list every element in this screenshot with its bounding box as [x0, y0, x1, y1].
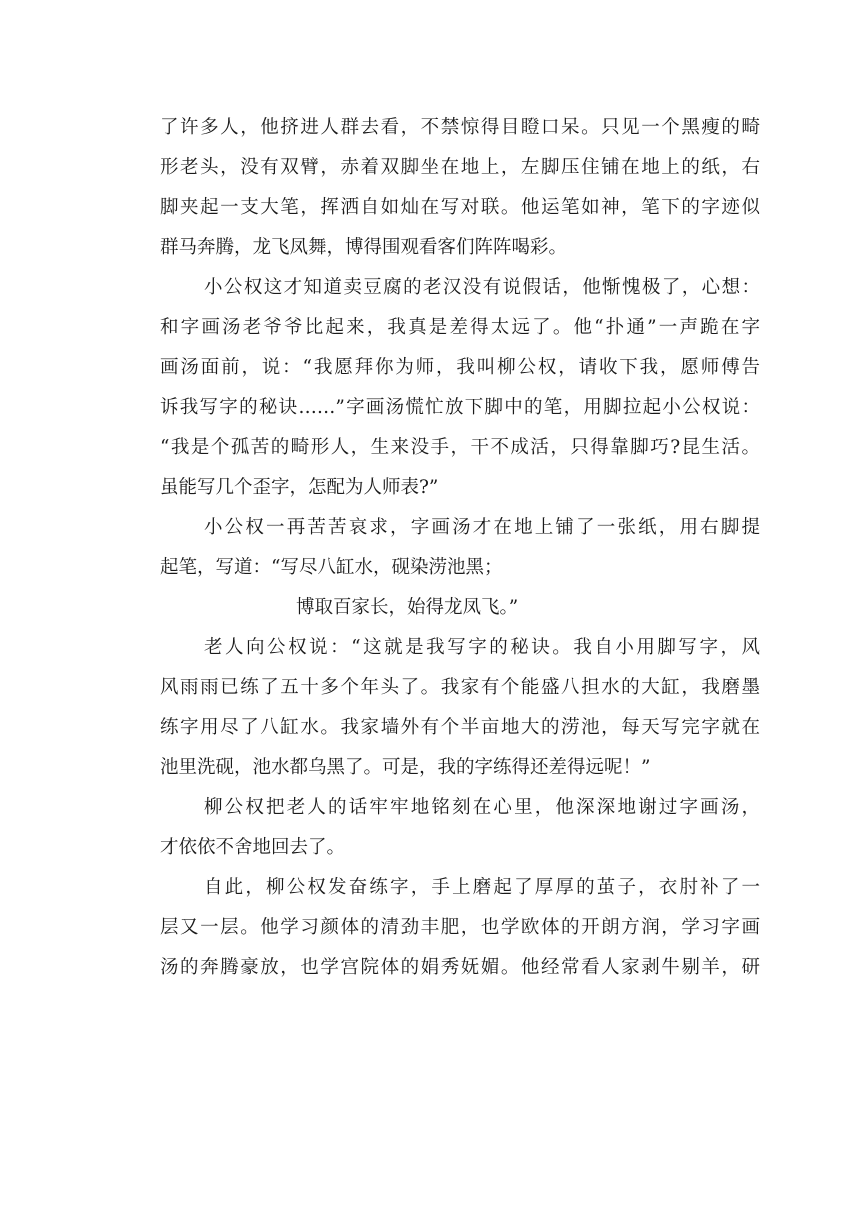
text-line: 形老头，没有双臂，赤着双脚坐在地上，左脚压住铺在地上的纸，右: [160, 157, 760, 178]
text-line: 诉我写字的秘诀……”字画汤慌忙放下脚中的笔，用脚拉起小公权说：: [160, 397, 760, 418]
paragraph: [160, 628, 760, 788]
text-line: 池里洗砚，池水都乌黑了。可是，我的字练得还差得远呢！”: [160, 757, 651, 778]
paragraph: [160, 788, 760, 868]
text-line: 群马奔腾，龙飞凤舞，博得围观看客们阵阵喝彩。: [160, 237, 568, 258]
text-line: 层又一层。他学习颜体的清劲丰肥，也学欧体的开朗方润，学习字画: [160, 917, 760, 938]
paragraph: [160, 108, 760, 268]
text-line: 柳公权把老人的话牢牢地铭刻在心里，他深深地谢过字画汤，: [204, 797, 760, 818]
text-line: 小公权这才知道卖豆腐的老汉没有说假话，他惭愧极了，心想：: [204, 277, 760, 298]
text-line: 才依依不舍地回去了。: [160, 837, 346, 858]
paragraph: [160, 508, 760, 588]
text-line: 风雨雨已练了五十多个年头了。我家有个能盛八担水的大缸，我磨墨: [160, 677, 760, 698]
paragraph: [160, 268, 760, 508]
poem-line: [160, 588, 760, 628]
text-line: 博取百家长，始得龙凤飞。”: [296, 597, 519, 618]
paragraph: [160, 868, 760, 988]
text-line: 自此，柳公权发奋练字，手上磨起了厚厚的茧子，衣肘补了一: [204, 877, 760, 898]
text-line: 脚夹起一支大笔，挥洒自如灿在写对联。他运笔如神，笔下的字迹似: [160, 197, 760, 218]
text-line: “我是个孤苦的畸形人，生来没手，干不成活，只得靠脚巧?昆生活。: [160, 437, 760, 458]
text-line: 老人向公权说：“这就是我写字的秘诀。我自小用脚写字，风: [204, 637, 760, 658]
text-line: 练字用尽了八缸水。我家墙外有个半亩地大的涝池，每天写完字就在: [160, 717, 760, 738]
text-line: 了许多人，他挤进人群去看，不禁惊得目瞪口呆。只见一个黑瘦的畸: [160, 117, 760, 138]
text-line: 汤的奔腾豪放，也学宫院体的娟秀妩媚。他经常看人家剥牛剔羊，研: [160, 957, 760, 978]
text-line: 画汤面前，说：“我愿拜你为师，我叫柳公权，请收下我，愿师傅告: [160, 357, 760, 378]
text-line: 虽能写几个歪字，怎配为人师表?”: [160, 477, 439, 498]
text-line: 和字画汤老爷爷比起来，我真是差得太远了。他“扑通”一声跪在字: [160, 317, 760, 338]
body-text: [160, 108, 760, 988]
text-line: 起笔，写道：“写尽八缸水，砚染涝池黑；: [160, 557, 503, 578]
text-line: 小公权一再苦苦哀求，字画汤才在地上铺了一张纸，用右脚提: [204, 517, 760, 538]
